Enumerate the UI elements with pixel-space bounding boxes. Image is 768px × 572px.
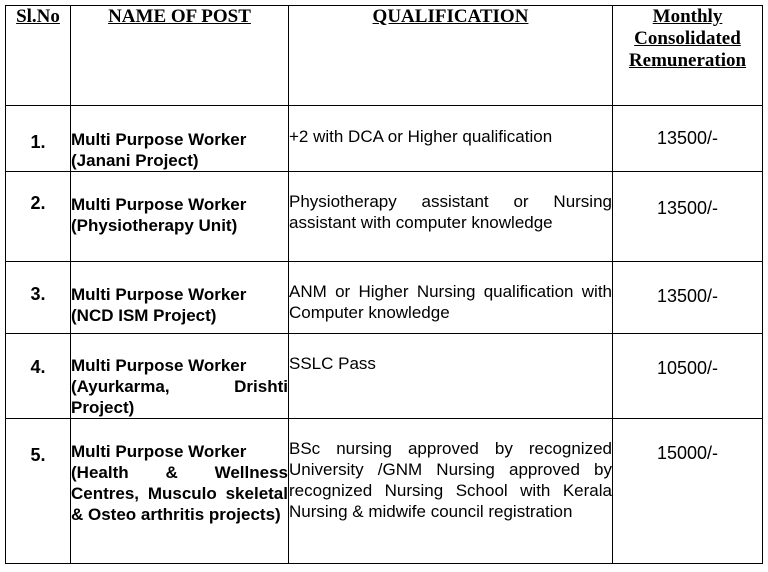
- header-remuneration: [613, 6, 763, 106]
- header-remuneration-line1: Monthly: [652, 6, 723, 27]
- row-qualification: Physiotherapy assistant or Nursing assistant with computer knowledge: [289, 172, 613, 262]
- post-project: (Janani Project): [71, 151, 199, 170]
- post-title: Multi Purpose Worker: [71, 130, 247, 149]
- row-qualification: SSLC Pass: [289, 334, 613, 419]
- post-title: Multi Purpose Worker: [71, 285, 247, 304]
- header-remuneration-line3: Remuneration: [628, 50, 747, 71]
- row-post-name: [71, 419, 289, 564]
- row-sl-no: 5.: [6, 419, 71, 564]
- header-remuneration-line2: Consolidated: [634, 28, 741, 49]
- row-post-name: [71, 262, 289, 334]
- header-qualification: QUALIFICATION: [289, 6, 613, 106]
- post-title: Multi Purpose Worker: [71, 195, 247, 214]
- post-project: (NCD ISM Project): [71, 306, 217, 325]
- posts-table: [5, 5, 763, 564]
- row-post-name: [71, 106, 289, 172]
- row-sl-no: 2.: [6, 172, 71, 262]
- row-qualification: ANM or Higher Nursing qualification with Computer knowledge: [289, 262, 613, 334]
- row-remuneration: 10500/-: [613, 334, 763, 419]
- post-title: Multi Purpose Worker: [71, 442, 247, 461]
- table-row: [6, 419, 763, 564]
- header-row: [6, 6, 763, 106]
- row-post-name: [71, 172, 289, 262]
- row-sl-no: 3.: [6, 262, 71, 334]
- header-sl-no: Sl.No: [6, 6, 71, 106]
- post-title: Multi Purpose Worker: [71, 356, 247, 375]
- post-project: (Ayurkarma, Drishti Project): [71, 377, 288, 417]
- row-remuneration: 13500/-: [613, 262, 763, 334]
- row-sl-no: 1.: [6, 106, 71, 172]
- post-project: (Health & Wellness Centres, Musculo skeletal & Osteo arthritis projects): [71, 463, 288, 524]
- row-post-name: [71, 334, 289, 419]
- table-row: [6, 262, 763, 334]
- row-remuneration: 15000/-: [613, 419, 763, 564]
- table-row: [6, 172, 763, 262]
- post-project: (Physiotherapy Unit): [71, 216, 238, 235]
- row-qualification: BSc nursing approved by recognized University /GNM Nursing approved by recognized Nursing School with Kerala Nursing & midwife council registration: [289, 419, 613, 564]
- header-name-of-post: NAME OF POST: [71, 6, 289, 106]
- table-row: [6, 334, 763, 419]
- row-qualification: +2 with DCA or Higher qualification: [289, 106, 613, 172]
- table-row: [6, 106, 763, 172]
- row-remuneration: 13500/-: [613, 172, 763, 262]
- row-sl-no: 4.: [6, 334, 71, 419]
- row-remuneration: 13500/-: [613, 106, 763, 172]
